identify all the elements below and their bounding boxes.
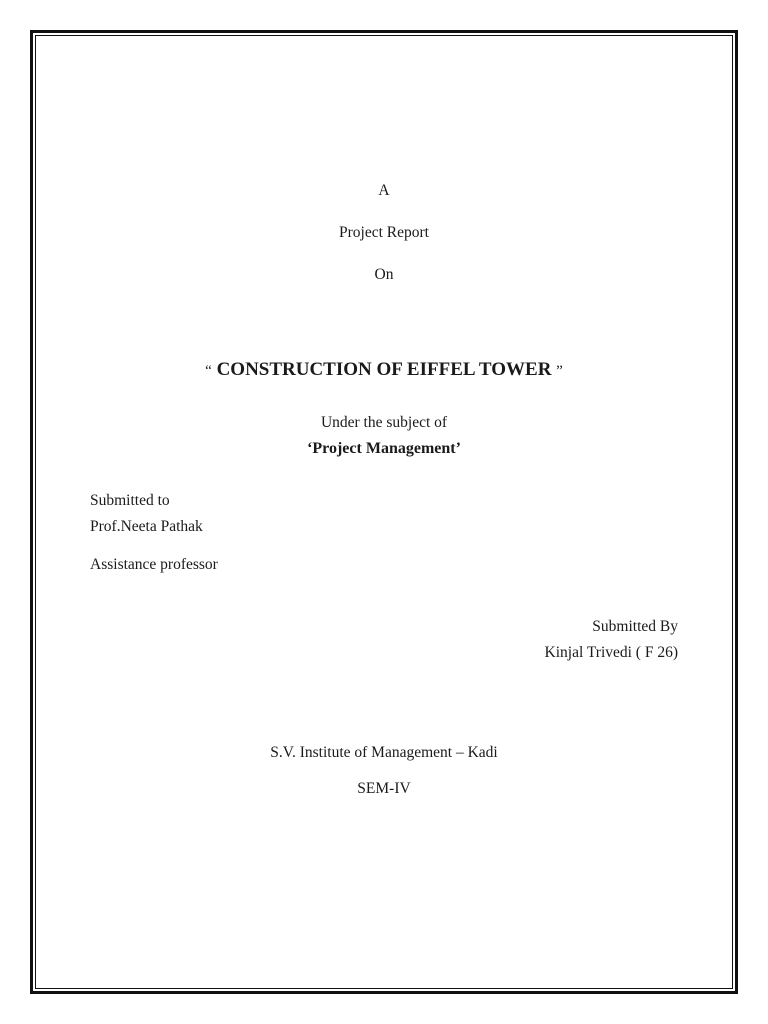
submitted-to-designation: Assistance professor xyxy=(90,556,218,573)
report-title xyxy=(0,360,768,379)
cover-line-report: Project Report xyxy=(339,224,429,241)
submitted-by-name: Kinjal Trivedi ( F 26) xyxy=(544,644,678,661)
submitted-by-label: Submitted By xyxy=(592,618,678,635)
subject-name: ‘Project Management’ xyxy=(307,440,461,457)
title-text: CONSTRUCTION OF EIFFEL TOWER xyxy=(216,359,552,380)
submitted-to-label: Submitted to xyxy=(90,492,170,509)
subject-intro: Under the subject of xyxy=(320,414,448,431)
semester: SEM-IV xyxy=(357,780,411,797)
title-close-quote: ” xyxy=(556,363,563,379)
submitted-to-name: Prof.Neeta Pathak xyxy=(90,518,203,535)
cover-line-on: On xyxy=(374,266,394,283)
cover-line-a: A xyxy=(378,182,390,199)
page-border-inner xyxy=(35,35,733,989)
title-open-quote: “ xyxy=(205,363,212,379)
institute-name: S.V. Institute of Management – Kadi xyxy=(270,744,498,761)
